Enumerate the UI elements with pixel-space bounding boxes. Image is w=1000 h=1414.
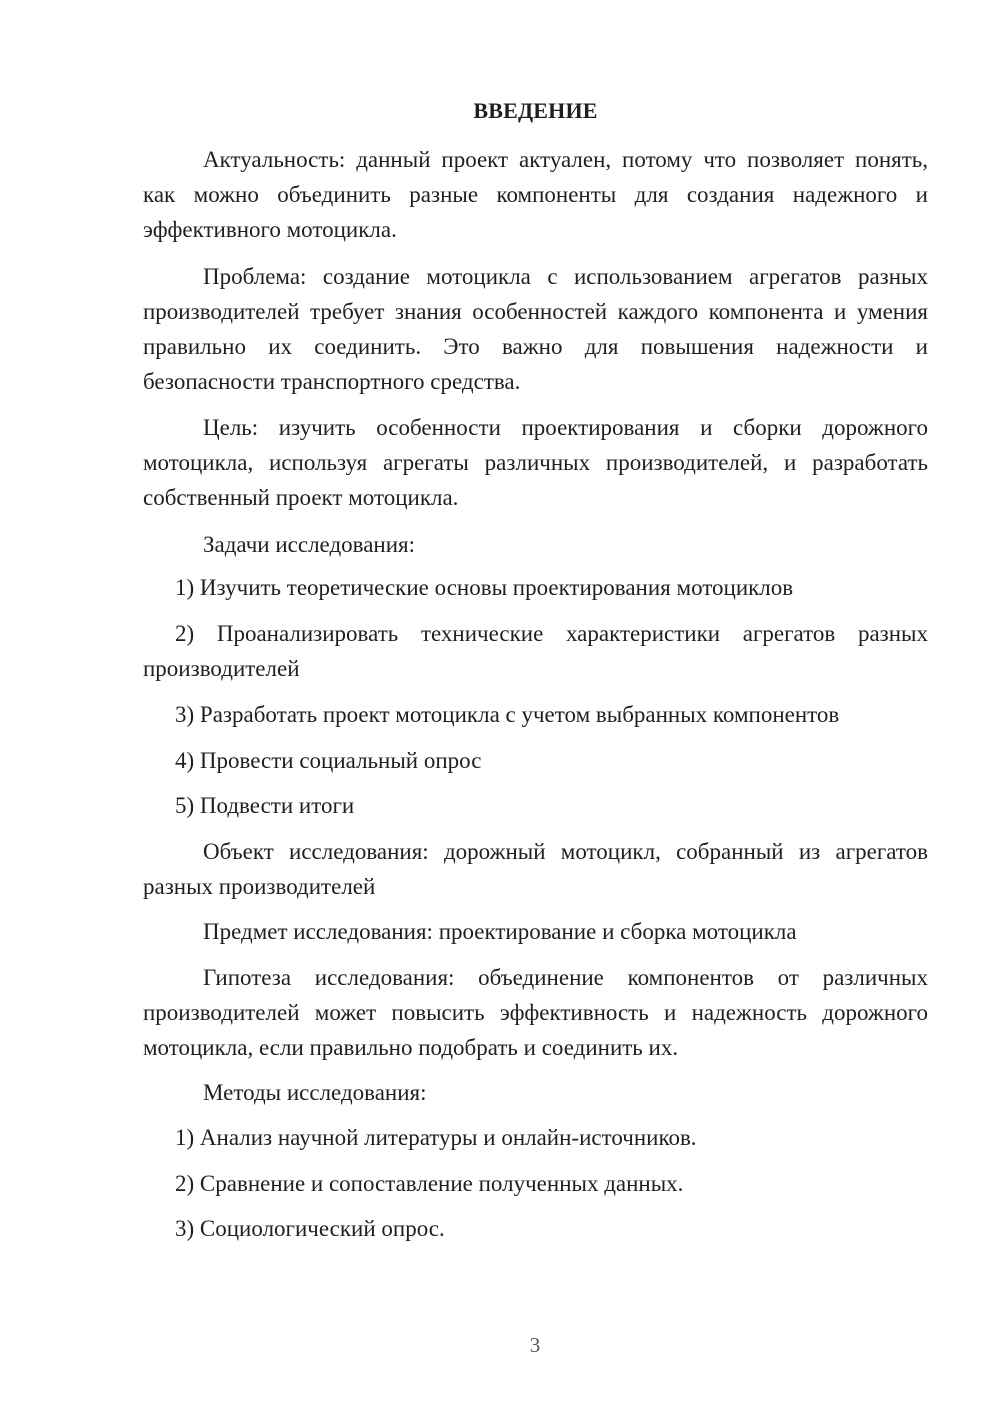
method-item-2: 2) Сравнение и сопоставление полученных данных. [175, 1171, 684, 1196]
task-item-3: 3) Разработать проект мотоцикла с учетом выбранных компонентов [175, 702, 840, 727]
task-item-5: 5) Подвести итоги [175, 793, 355, 818]
paragraph-goal: Цель: изучить особенности проектирования и сборки дорожного мотоцикла, используя агрегаты различных производителей, и разработать собственный проект мотоцикла. [143, 415, 928, 510]
paragraph-methods-heading: Методы исследования: [203, 1080, 427, 1105]
method-item-3: 3) Социологический опрос. [175, 1216, 445, 1241]
paragraph-object: Объект исследования: дорожный мотоцикл, собранный из агрегатов разных производителей [143, 839, 928, 899]
page-number: 3 [529, 1333, 541, 1357]
paragraph-hypothesis: Гипотеза исследования: объединение компонентов от различных производителей может повысить эффективность и надежность дорожного мотоцикла, если правильно подобрать и соединить их. [143, 965, 928, 1060]
section-title: ВВЕДЕНИЕ [473, 98, 598, 123]
task-item-1: 1) Изучить теоретические основы проектирования мотоциклов [175, 575, 794, 600]
paragraph-problem: Проблема: создание мотоцикла с использованием агрегатов разных производителей требует знания особенностей каждого компонента и умения правильно их соединить. Это важно для повышения надежности и безопасности транспортного средства. [143, 264, 928, 394]
paragraph-subject: Предмет исследования: проектирование и сборка мотоцикла [203, 919, 797, 944]
task-item-4: 4) Провести социальный опрос [175, 748, 482, 773]
task-item-2: 2) Проанализировать технические характеристики агрегатов разных производителей [143, 621, 928, 681]
paragraph-tasks-heading: Задачи исследования: [203, 532, 416, 557]
paragraph-relevance: Актуальность: данный проект актуален, потому что позволяет понять, как можно объединить разные компоненты для создания надежного и эффективного мотоцикла. [143, 147, 928, 242]
method-item-1: 1) Анализ научной литературы и онлайн-источников. [175, 1125, 697, 1150]
